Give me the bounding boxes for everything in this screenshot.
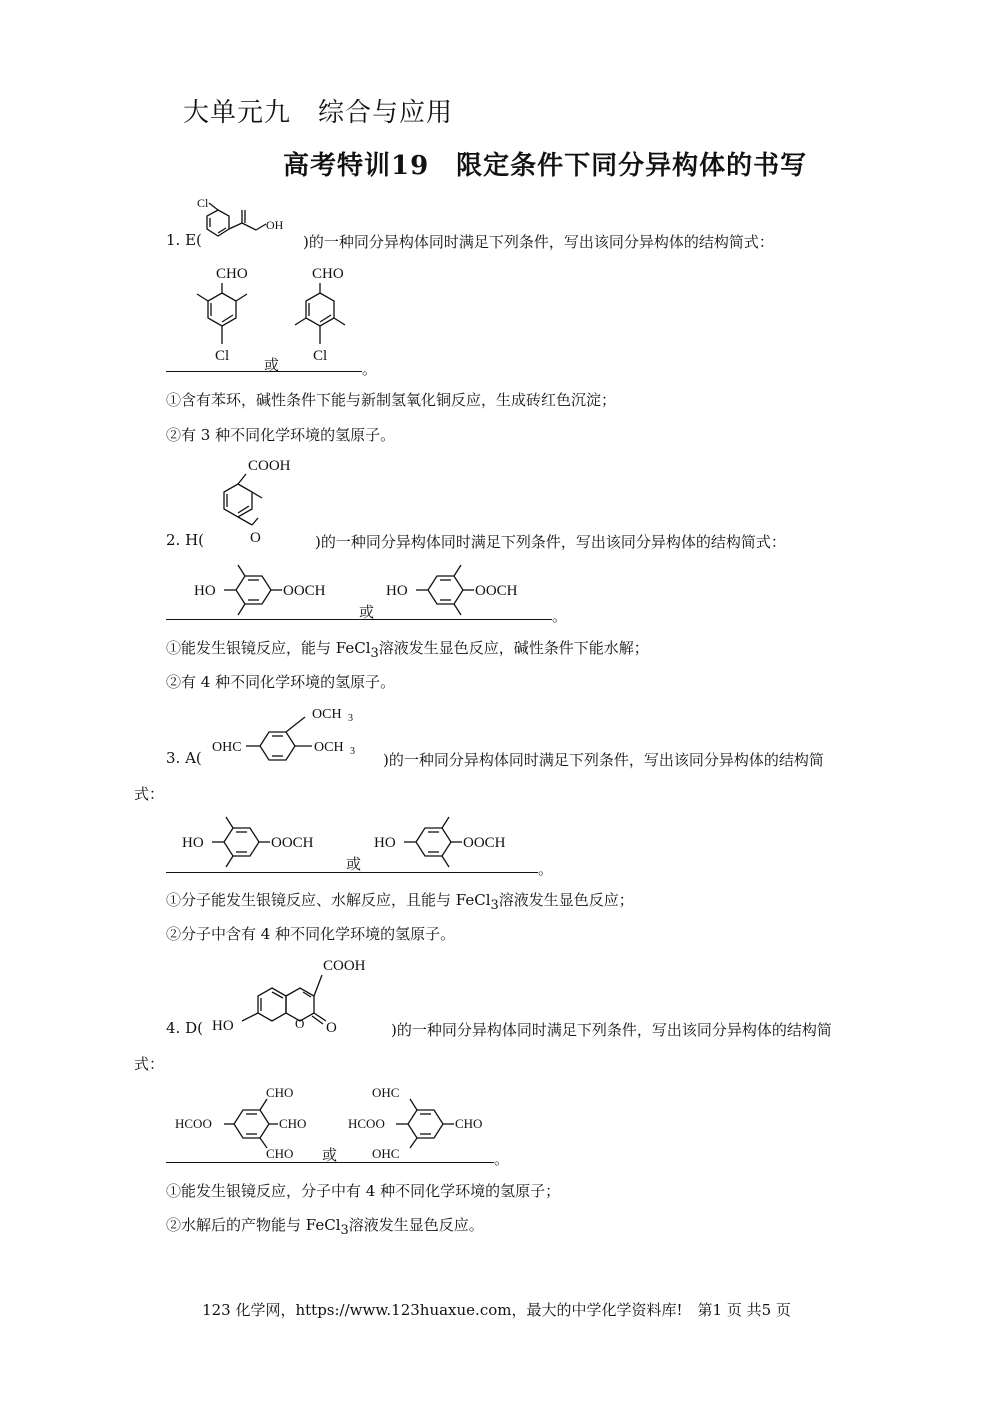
svg-text:CHO: CHO bbox=[266, 1146, 294, 1161]
q2-end-mark: 。 bbox=[552, 607, 568, 625]
svg-text:3: 3 bbox=[350, 746, 355, 757]
q2-prefix: 2. H( bbox=[166, 531, 205, 549]
page-footer: 123 化学网，https://www.123huaxue.com，最大的中学化学资料库! 第1 页 共5 页 bbox=[202, 1301, 791, 1319]
svg-text:HO: HO bbox=[194, 583, 216, 599]
svg-text:O: O bbox=[250, 530, 261, 546]
svg-text:OOCH: OOCH bbox=[271, 835, 314, 851]
q2-given-structure bbox=[198, 452, 316, 548]
svg-text:O: O bbox=[326, 1020, 337, 1036]
svg-text:Cl: Cl bbox=[197, 196, 209, 210]
svg-text:Cl: Cl bbox=[215, 348, 230, 364]
q4-answer-underline bbox=[166, 1162, 494, 1163]
q1-condition-1: ①含有苯环，碱性条件下能与新制氢氧化铜反应，生成砖红色沉淀； bbox=[166, 391, 617, 409]
svg-text:OHC: OHC bbox=[372, 1146, 400, 1161]
q4-condition-1: ①能发生银镜反应，分子中有 4 种不同化学环境的氢原子； bbox=[166, 1182, 561, 1200]
q3-end-mark: 。 bbox=[538, 860, 554, 878]
q4-prefix: 4. D( bbox=[166, 1019, 203, 1037]
q3-prefix: 3. A( bbox=[166, 749, 202, 767]
svg-text:CHO: CHO bbox=[266, 1085, 294, 1100]
q1-given-structure bbox=[196, 196, 304, 246]
q2-condition-2: ②有 4 种不同化学环境的氢原子。 bbox=[166, 673, 396, 691]
svg-text:OH: OH bbox=[266, 218, 284, 232]
q2-answer-structures bbox=[192, 560, 552, 622]
svg-text:HO: HO bbox=[386, 583, 408, 599]
svg-text:或: 或 bbox=[264, 358, 280, 374]
q1-end-mark: 。 bbox=[362, 360, 378, 378]
svg-text:HCOO: HCOO bbox=[175, 1116, 212, 1131]
svg-text:HCOO: HCOO bbox=[348, 1116, 385, 1131]
q1-answer-structures bbox=[170, 262, 370, 374]
q4-condition-2: ②水解后的产物能与 FeCl$_3$溶液发生显色反应。 bbox=[166, 1216, 484, 1238]
page-title: 高考特训19 限定条件下同分异构体的书写 bbox=[283, 151, 808, 181]
q3-stem-cont: 式： bbox=[134, 785, 165, 803]
svg-text:OOCH: OOCH bbox=[463, 835, 506, 851]
svg-text:或: 或 bbox=[322, 1148, 338, 1164]
q2-stem: )的一种同分异构体同时满足下列条件，写出该同分异构体的结构简式： bbox=[315, 533, 786, 551]
svg-text:CHO: CHO bbox=[312, 266, 344, 282]
svg-text:OHC: OHC bbox=[372, 1085, 400, 1100]
q3-condition-1: ①分子能发生银镜反应、水解反应，且能与 FeCl$_3$溶液发生显色反应； bbox=[166, 891, 634, 913]
svg-text:HO: HO bbox=[374, 835, 396, 851]
q4-answer-structures bbox=[174, 1082, 496, 1166]
svg-text:CHO: CHO bbox=[279, 1116, 307, 1131]
svg-text:OOCH: OOCH bbox=[283, 583, 326, 599]
q1-prefix: 1. E( bbox=[166, 231, 202, 249]
q1-stem: )的一种同分异构体同时满足下列条件，写出该同分异构体的结构简式： bbox=[303, 233, 774, 251]
svg-text:COOH: COOH bbox=[248, 458, 291, 474]
q2-answer-underline bbox=[166, 619, 552, 620]
svg-text:HO: HO bbox=[182, 835, 204, 851]
q4-given-structure bbox=[208, 952, 388, 1038]
q1-answer-underline bbox=[166, 371, 362, 372]
q4-stem: )的一种同分异构体同时满足下列条件，写出该同分异构体的结构简 bbox=[391, 1021, 832, 1039]
unit-title: 大单元九 综合与应用 bbox=[183, 98, 454, 128]
svg-text:或: 或 bbox=[346, 857, 362, 873]
svg-text:OOCH: OOCH bbox=[475, 583, 518, 599]
q3-answer-structures bbox=[180, 812, 540, 874]
svg-text:OCH: OCH bbox=[314, 740, 344, 755]
q4-stem-cont: 式： bbox=[134, 1055, 165, 1073]
svg-text:HO: HO bbox=[212, 1018, 234, 1034]
q1-condition-2: ②有 3 种不同化学环境的氢原子。 bbox=[166, 426, 396, 444]
q3-condition-2: ②分子中含有 4 种不同化学环境的氢原子。 bbox=[166, 925, 456, 943]
q3-given-structure bbox=[208, 700, 386, 772]
svg-text:CHO: CHO bbox=[216, 266, 248, 282]
svg-text:O: O bbox=[295, 1016, 305, 1031]
svg-text:CHO: CHO bbox=[455, 1116, 483, 1131]
q3-stem: )的一种同分异构体同时满足下列条件，写出该同分异构体的结构简 bbox=[383, 751, 824, 769]
svg-text:3: 3 bbox=[348, 713, 353, 724]
svg-text:Cl: Cl bbox=[313, 348, 328, 364]
svg-text:COOH: COOH bbox=[323, 958, 366, 974]
q3-answer-underline bbox=[166, 872, 538, 873]
q2-condition-1: ①能发生银镜反应，能与 FeCl$_3$溶液发生显色反应，碱性条件下能水解； bbox=[166, 639, 649, 661]
svg-text:OHC: OHC bbox=[212, 740, 242, 755]
svg-text:OCH: OCH bbox=[312, 707, 342, 722]
q4-end-mark: 。 bbox=[494, 1150, 510, 1168]
svg-text:或: 或 bbox=[359, 605, 375, 621]
